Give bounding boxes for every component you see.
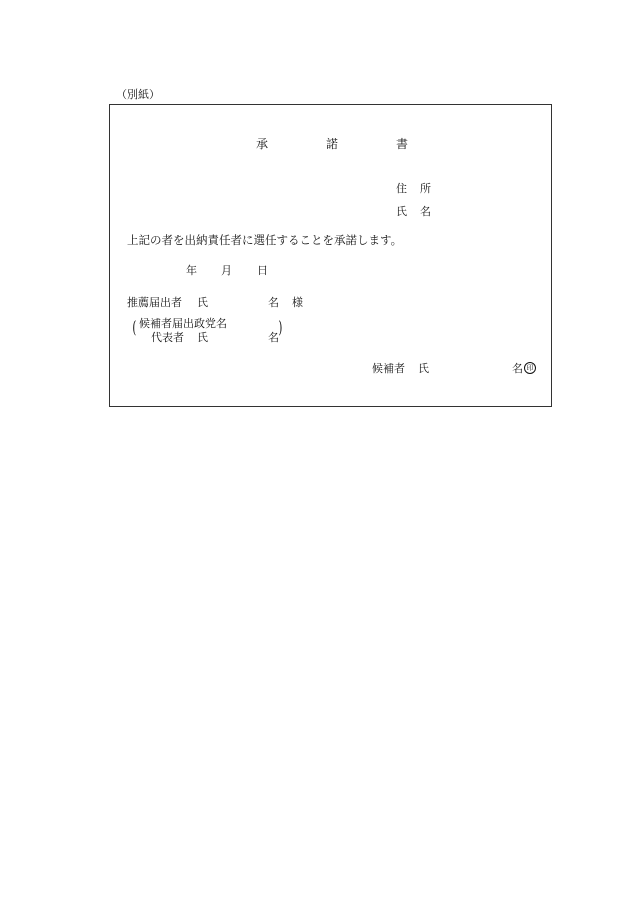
party-close-paren: ): [278, 318, 283, 338]
address-label-b: 所: [420, 182, 431, 195]
party-representative-label: 代表者: [151, 331, 184, 344]
party-representative-shi: 氏: [197, 331, 208, 344]
recommender-sama: 様: [292, 296, 303, 309]
party-open-paren: (: [132, 318, 137, 338]
party-representative-mei: 名: [268, 331, 279, 344]
candidate-label: 候補者: [372, 362, 405, 375]
name-label-b: 名: [420, 205, 431, 218]
seal-mark-icon: 印: [524, 362, 536, 374]
title-char-3: 書: [396, 137, 409, 151]
date-year: 年: [186, 264, 197, 277]
candidate-mei: [512, 363, 536, 375]
candidate-mei-text: 名: [512, 362, 523, 375]
recommender-label: 推薦届出者: [127, 296, 182, 309]
title-char-2: 諾: [326, 137, 339, 151]
recommender-shi: 氏: [197, 296, 208, 309]
recommender-mei: 名: [268, 296, 279, 309]
address-label-a: 住: [396, 182, 407, 195]
party-name-label: 候補者届出政党名: [139, 317, 227, 330]
date-day: 日: [257, 264, 268, 277]
date-month: 月: [221, 264, 232, 277]
name-label-a: 氏: [396, 205, 407, 218]
candidate-shi: 氏: [418, 362, 429, 375]
attachment-label: （別紙）: [116, 88, 160, 101]
consent-statement: 上記の者を出納責任者に選任することを承諾します。: [127, 233, 403, 247]
title-char-1: 承: [256, 137, 269, 151]
